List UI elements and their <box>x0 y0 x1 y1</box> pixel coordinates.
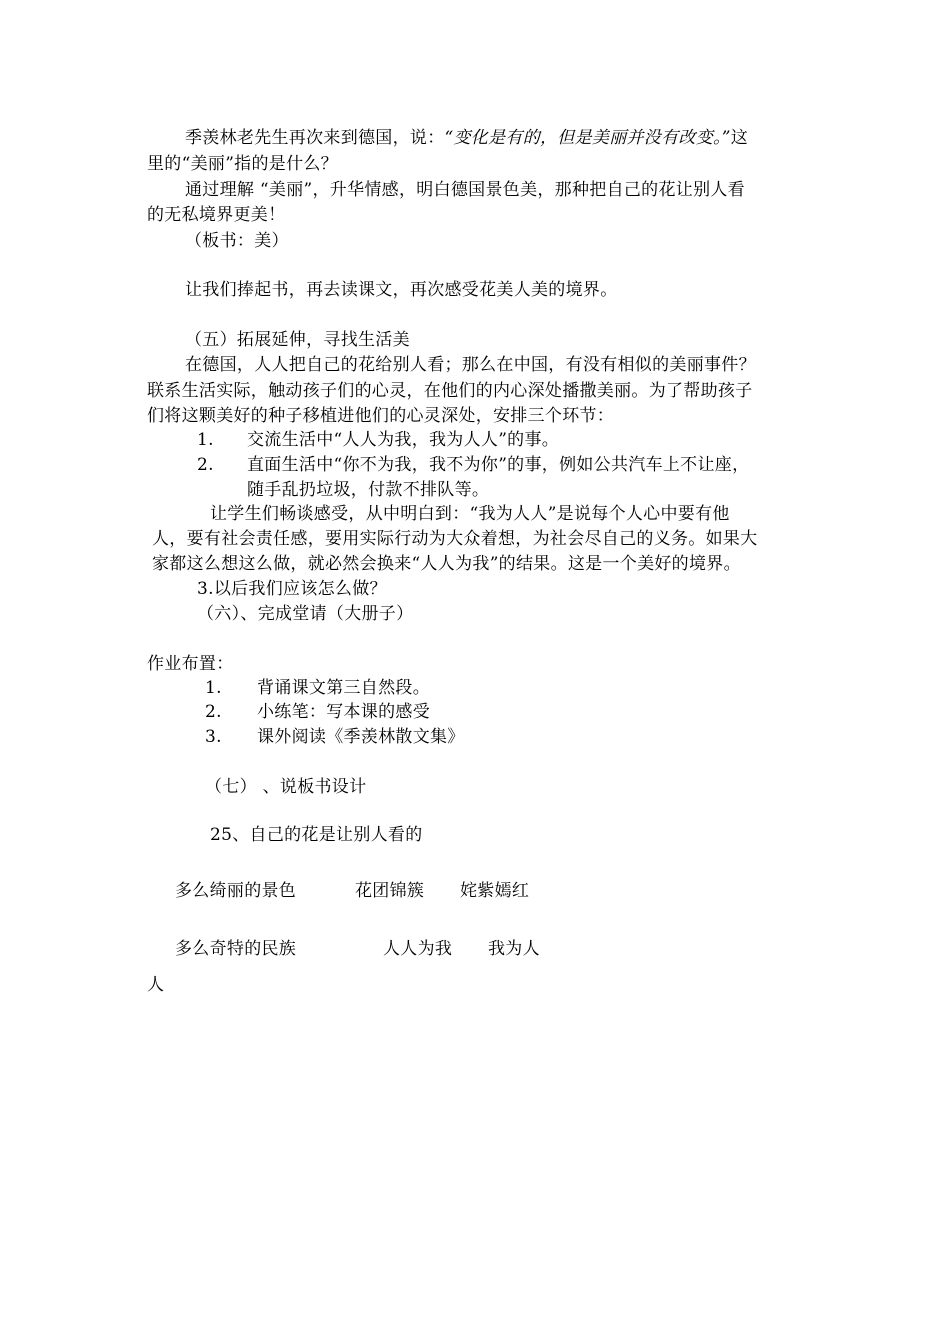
paragraph-line: 的无私境界更美！ <box>147 205 286 225</box>
list-item-text: 直面生活中“你不为我，我不为你”的事，例如公共汽车上不让座， <box>247 455 750 475</box>
board-cell: 人人为我 <box>383 939 453 959</box>
lesson-title: 25、自己的花是让别人看的 <box>210 825 423 845</box>
paragraph-line: 通过理解 “美丽”，升华情感，明白德国景色美，那种把自己的花让别人看 <box>185 180 745 200</box>
list-item-number: 1. <box>197 430 214 450</box>
paragraph-line: 让学生们畅谈感受，从中明白到：“我为人人”是说每个人心中要有他 <box>210 504 730 524</box>
list-item-number: 3. <box>205 727 222 747</box>
board-cell: 我为人 <box>488 939 540 959</box>
board-cell: 多么奇特的民族 <box>175 939 297 959</box>
list-item-number: 2. <box>205 702 222 722</box>
list-item-text: 背诵课文第三自然段。 <box>257 678 430 698</box>
paragraph-line: 联系生活实际，触动孩子们的心灵，在他们的内心深处播撒美丽。为了帮助孩子 <box>147 381 753 401</box>
text-run: 这 <box>730 128 749 148</box>
text-run: 季羡林老先生再次来到德国，说： <box>185 128 445 148</box>
section-heading: （七） 、说板书设计 <box>205 777 367 797</box>
list-item-number: 2. <box>197 455 214 475</box>
board-cell: 姹紫嫣红 <box>460 881 530 901</box>
list-item-text: 随手乱扔垃圾，付款不排队等。 <box>247 480 490 500</box>
list-item-text: 课外阅读《季羡林散文集》 <box>257 727 465 747</box>
list-item-number: 1. <box>205 678 222 698</box>
list-item-text: 小练笔：写本课的感受 <box>257 702 430 722</box>
paragraph-line <box>185 126 748 150</box>
paragraph-line: 里的“美丽”指的是什么？ <box>147 154 338 174</box>
board-cell: 人 <box>147 975 165 995</box>
paragraph-line: 3.以后我们应该怎么做？ <box>197 579 387 599</box>
board-note: （板书：美） <box>185 231 289 251</box>
section-heading: （五）拓展延伸，寻找生活美 <box>185 330 410 350</box>
board-cell: 多么绮丽的景色 <box>175 881 297 901</box>
quote-text: “变化是有的，但是美丽并没有改变。” <box>444 128 731 148</box>
paragraph-line: 家都这么想这么做，就必然会换来“人人为我”的结果。这是一个美好的境界。 <box>152 554 741 574</box>
paragraph-line: 让我们捧起书，再去读课文，再次感受花美人美的境界。 <box>185 280 618 300</box>
paragraph-line: 在德国，人人把自己的花给别人看；那么在中国，有没有相似的美丽事件？ <box>185 355 756 375</box>
paragraph-line: 们将这颗美好的种子移植进他们的心灵深处，安排三个环节： <box>147 406 615 426</box>
section-heading: （六）、完成堂请（大册子） <box>197 604 414 624</box>
paragraph-line: 人，要有社会责任感，要用实际行动为大众着想，为社会尽自己的义务。如果大 <box>152 529 758 549</box>
homework-title: 作业布置： <box>147 654 234 674</box>
board-cell: 花团锦簇 <box>355 881 425 901</box>
list-item-text: 交流生活中“人人为我，我为人人”的事。 <box>247 430 560 450</box>
